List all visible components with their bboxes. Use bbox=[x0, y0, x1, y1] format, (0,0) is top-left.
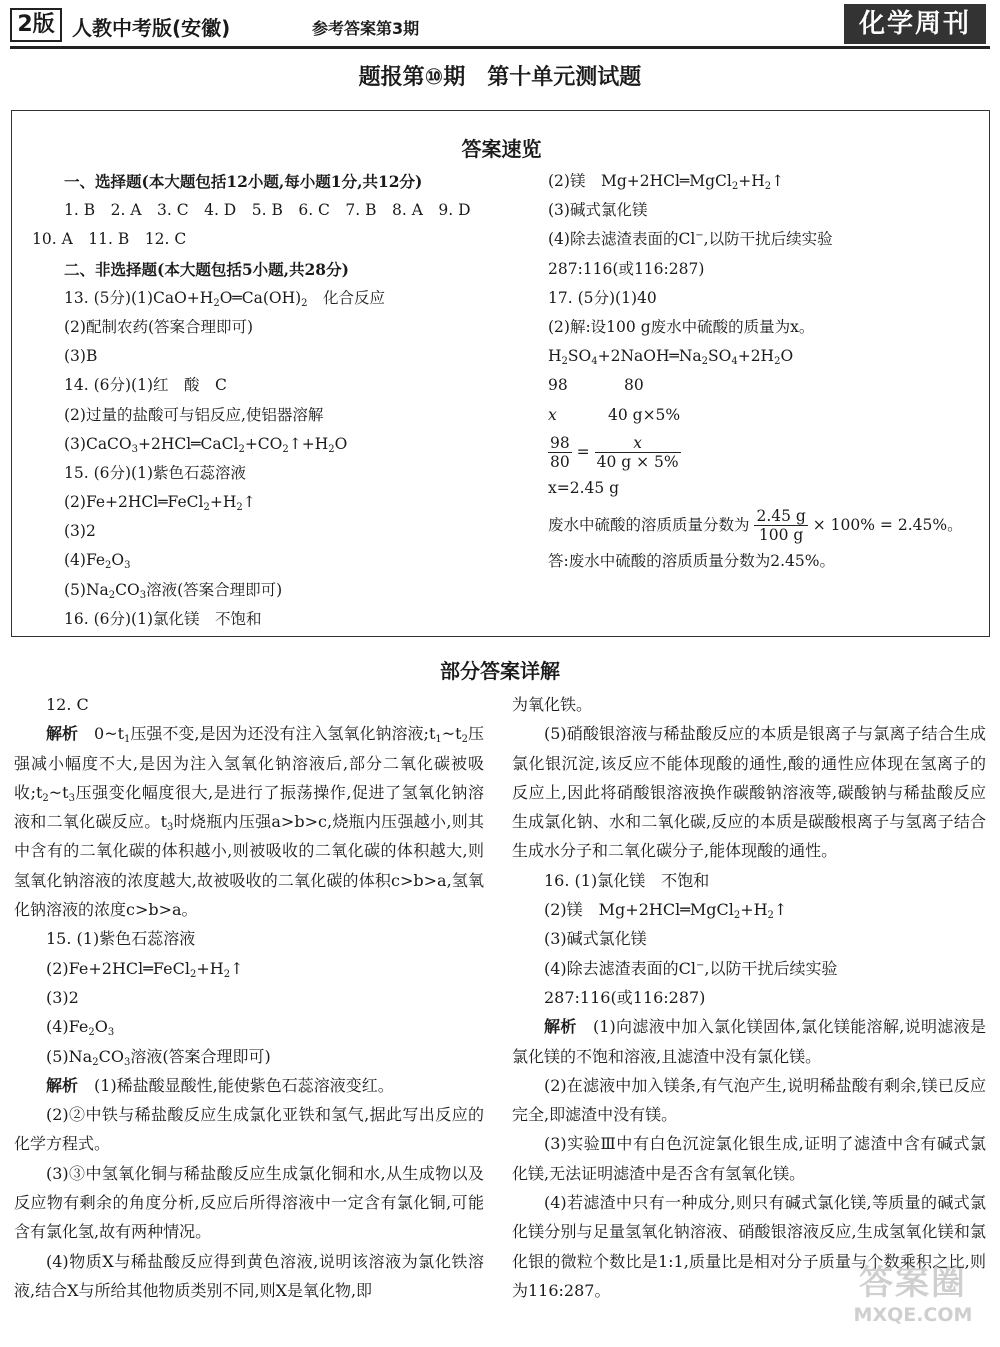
paragraph: 12. C bbox=[46, 695, 89, 714]
paragraph bbox=[14, 1012, 484, 1041]
subscript: 2 bbox=[42, 792, 49, 804]
answer-line bbox=[548, 167, 978, 196]
paragraph: (2)在滤液中加入镁条,有气泡产生,说明稀盐酸有剩余,镁已反应完全,即滤渣中没有镁。 bbox=[512, 1075, 986, 1125]
analysis-label: 解析 bbox=[46, 724, 79, 744]
paragraph-text: ,以防干扰后续实验 bbox=[704, 958, 838, 978]
answer-text: O═Ca(OH) bbox=[219, 288, 302, 307]
answer-line: 287:116(或116:287) bbox=[548, 259, 705, 278]
subscript: 3 bbox=[139, 589, 147, 601]
subscript: 3 bbox=[167, 822, 174, 834]
subscript: 2 bbox=[88, 1027, 95, 1039]
answer-line: 14. (6分)(1)红 酸 C bbox=[64, 376, 227, 395]
subscript: 2 bbox=[701, 356, 708, 368]
page-header bbox=[0, 0, 1000, 50]
paragraph-text: 压强变化幅度很大,是进行了振荡操作,促进了氢氧化钠溶液和二氧化碳反应。t bbox=[14, 782, 484, 832]
paragraph bbox=[14, 1042, 484, 1071]
answer-line: 16. (6分)(1)氯化镁 不饱和 bbox=[64, 609, 262, 628]
answer-line bbox=[548, 371, 978, 400]
answer-text: (5)Na bbox=[64, 580, 109, 599]
section-title: 部分答案详解 bbox=[440, 659, 560, 683]
paragraph: 为氧化铁。 bbox=[512, 695, 593, 714]
subscript: 2 bbox=[461, 734, 468, 746]
answer-line: (3)碱式氯化镁 bbox=[548, 201, 648, 220]
answer-line bbox=[548, 401, 978, 430]
subscript: 2 bbox=[767, 910, 774, 922]
mass-fraction-line bbox=[548, 503, 978, 547]
subscript: 2 bbox=[238, 443, 245, 455]
subscript: 3 bbox=[68, 792, 75, 804]
brand-logo: 化学周刊 bbox=[844, 4, 986, 44]
subscript: 2 bbox=[733, 910, 741, 922]
answer-line: 1. B 2. A 3. C 4. D 5. B 6. C 7. B 8. A 9. D bbox=[64, 201, 471, 220]
paragraph-text: 时烧瓶内压强a>b>c,烧瓶内压强越小,则其中含有的二氧化碳的体积越小,则被吸收的二氧化碳的体积越大,则氢氧化钠溶液的浓度越大,故被吸收的二氧化碳的体积c>b>a,氢氧化钠溶液的浓度c>b>a。 bbox=[14, 812, 484, 920]
answer-overview-box bbox=[11, 110, 990, 637]
answer-line: (3)2 bbox=[64, 522, 96, 541]
answer-text: (3)CaCO bbox=[64, 434, 132, 453]
analysis-label: 解析 bbox=[46, 1075, 79, 1095]
answer-line bbox=[32, 488, 512, 517]
paragraph-text: ↑ bbox=[230, 958, 244, 978]
paragraph: (4)若滤渣中只有一种成分,则只有碱式氯化镁,等质量的碱式氯化镁分别与足量氢氧化钠溶液、硝酸银溶液反应,生成氢氧化镁和氯化银的微粒个数比是1:1,质量比是相对分子质量与个数乘积之比,则为116:287。 bbox=[512, 1193, 986, 1300]
answer-text: +CO bbox=[244, 434, 283, 453]
subscript: 1 bbox=[435, 734, 442, 746]
subscript: 2 bbox=[774, 356, 781, 368]
subscript: 3 bbox=[124, 560, 131, 572]
answer-text: 80 bbox=[624, 376, 644, 395]
answer-text: ,以防干扰后续实验 bbox=[703, 230, 833, 249]
subscript: 4 bbox=[591, 356, 598, 368]
answer-text: 一、选择题(本大题包括12小题,每小题1分,共12分) bbox=[64, 172, 423, 191]
denominator: 80 bbox=[550, 453, 570, 472]
paragraph: (3)2 bbox=[46, 987, 79, 1007]
paragraph bbox=[512, 895, 986, 924]
paragraph: (3)碱式氯化镁 bbox=[544, 929, 647, 949]
answer-line: (3)B bbox=[64, 347, 98, 366]
answer-text: 化合反应 bbox=[307, 288, 386, 307]
paragraph-text: ↑ bbox=[773, 900, 788, 920]
answer-line: (2)解:设100 g废水中硫酸的质量为x。 bbox=[548, 317, 815, 336]
paragraph-text: CO bbox=[98, 1046, 124, 1066]
answer-line: (2)配制农药(答案合理即可) bbox=[64, 317, 254, 336]
paragraph bbox=[512, 954, 986, 983]
paragraph-text: (2)Fe+2HCl═FeCl bbox=[46, 958, 190, 978]
numerator: 98 bbox=[550, 434, 570, 453]
answer-text: O bbox=[780, 347, 794, 366]
answer-text: SO bbox=[708, 347, 732, 366]
answer-line bbox=[32, 284, 512, 313]
denominator: 40 g × 5% bbox=[596, 453, 679, 472]
paragraph: 16. (1)氯化镁 不饱和 bbox=[544, 870, 710, 890]
paragraph bbox=[14, 1071, 484, 1100]
answer-text: O bbox=[334, 434, 348, 453]
answer-text: (2)镁 Mg+2HCl═MgCl bbox=[548, 172, 732, 190]
subscript: 2 bbox=[731, 181, 739, 192]
paragraph: (3)实验Ⅲ中有白色沉淀氯化银生成,证明了滤渣中含有碱式氯化镁,无法证明滤渣中是否含有氢氧化镁。 bbox=[512, 1134, 986, 1183]
subscript: 2 bbox=[213, 297, 220, 309]
answer-line bbox=[32, 546, 512, 575]
answer-line bbox=[32, 576, 512, 605]
paragraph bbox=[14, 719, 484, 924]
page-title: 题报第⑩期 第十单元测试题 bbox=[358, 65, 642, 90]
answer-text: ↑ bbox=[242, 493, 256, 512]
paragraph-text: +H bbox=[196, 958, 224, 978]
subscript: 4 bbox=[731, 356, 738, 368]
subscript: 2 bbox=[301, 297, 308, 309]
detail-left-column bbox=[14, 690, 484, 1305]
paragraph-text: 压强减小幅度不大,是因为注入氢氧化钠溶液后,部分二氧化碳被吸收;t bbox=[14, 724, 484, 802]
numerator: x bbox=[595, 434, 681, 453]
denominator: 100 g bbox=[758, 526, 804, 545]
answer-text: × 100% = 2.45%。 bbox=[812, 515, 963, 534]
answer-line bbox=[32, 430, 512, 459]
answer-text: 13. (5分)(1)CaO+H bbox=[64, 288, 214, 307]
answer-text: SO bbox=[567, 347, 592, 366]
subscript: 2 bbox=[105, 560, 112, 572]
answer-text: ↑+H bbox=[288, 434, 329, 453]
answer-overview-left-column bbox=[32, 167, 512, 634]
header-divider bbox=[10, 46, 990, 49]
answer-text: +H bbox=[209, 493, 237, 512]
paragraph: 15. (1)紫色石蕊溶液 bbox=[46, 929, 196, 949]
subscript: 3 bbox=[107, 1027, 115, 1039]
answer-text: 溶液(答案合理即可) bbox=[146, 580, 283, 599]
answer-line bbox=[548, 342, 978, 371]
answer-text: +2NaOH═Na bbox=[597, 347, 702, 366]
watermark-logo-text: 答案圈 bbox=[859, 1263, 967, 1303]
answer-text: x bbox=[548, 405, 557, 424]
paragraph-text: 溶液(答案合理即可) bbox=[130, 1046, 271, 1066]
answer-line: 15. (6分)(1)紫色石蕊溶液 bbox=[64, 463, 246, 482]
paragraph: (4)物质X与稀盐酸反应得到黄色溶液,说明该溶液为氯化铁溶液,结合X与所给其他物质类别不同,则X是氧化物,即 bbox=[14, 1251, 484, 1300]
paragraph-text: (2)镁 Mg+2HCl═MgCl bbox=[544, 900, 734, 920]
subscript: 2 bbox=[223, 968, 231, 980]
answer-line bbox=[548, 225, 978, 254]
answer-text: (2)Fe+2HCl═FeCl bbox=[64, 493, 204, 512]
subscript: 2 bbox=[561, 356, 568, 368]
paragraph: (2)②中铁与稀盐酸反应生成氯化亚铁和氢气,据此写出反应的化学方程式。 bbox=[14, 1105, 484, 1154]
paragraph-text: (1)向滤液中加入氯化镁固体,氯化镁能溶解,说明滤液是氯化镁的不饱和溶液,且滤渣中没有氯化镁。 bbox=[512, 1017, 986, 1066]
subscript: 2 bbox=[236, 502, 243, 514]
answer-overview-right-column bbox=[548, 167, 978, 576]
answer-line bbox=[32, 255, 512, 284]
subscript: 3 bbox=[131, 443, 138, 455]
answer-line: 17. (5分)(1)40 bbox=[548, 288, 657, 307]
answer-text: +2HCl═CaCl bbox=[138, 434, 239, 453]
issue-label: 参考答案第3期 bbox=[312, 19, 420, 38]
subscript: 2 bbox=[328, 443, 335, 455]
answer-line bbox=[32, 167, 512, 196]
paragraph-text: (4)除去滤渣表面的Cl bbox=[544, 958, 697, 978]
answer-text: 二、非选择题(本大题包括5小题,共28分) bbox=[64, 259, 349, 279]
answer-line: 10. A 11. B 12. C bbox=[32, 230, 187, 249]
answer-text: 废水中硫酸的溶质质量分数为 bbox=[548, 515, 750, 534]
paragraph: (3)③中氢氧化铜与稀盐酸反应生成氯化铜和水,从生成物以及反应物有剩余的角度分析,反应后所得溶液中一定含有氯化铜,可能含有氯化氢,故有两种情况。 bbox=[14, 1163, 484, 1242]
answer-text: H bbox=[548, 347, 562, 366]
edition-badge: 2版 bbox=[10, 8, 62, 42]
paragraph-text: ~t bbox=[441, 724, 462, 744]
watermark-site-text: MXQE.COM bbox=[853, 1304, 973, 1326]
analysis-label: 解析 bbox=[544, 1017, 577, 1037]
paragraph: 287:116(或116:287) bbox=[544, 987, 706, 1007]
numerator: 2.45 g bbox=[756, 507, 806, 526]
subscript: 3 bbox=[123, 1056, 131, 1068]
answer-text: +2H bbox=[737, 347, 775, 366]
answer-line: x=2.45 g bbox=[548, 478, 620, 497]
paragraph-text: (1)稀盐酸显酸性,能使紫色石蕊溶液变红。 bbox=[78, 1075, 394, 1095]
equals-sign: = bbox=[576, 442, 590, 461]
paragraph-text: 0~t bbox=[78, 724, 125, 744]
answer-text: 98 bbox=[548, 376, 568, 395]
answer-text: 40 g×5% bbox=[608, 405, 681, 424]
fraction bbox=[548, 434, 572, 471]
paragraph-text: (5)Na bbox=[46, 1046, 93, 1066]
paragraph bbox=[512, 1012, 986, 1071]
fraction bbox=[754, 507, 807, 544]
answer-line: (2)过量的盐酸可与铝反应,使铝器溶解 bbox=[64, 405, 324, 424]
paragraph-text: +H bbox=[740, 900, 768, 920]
answer-line: 答:废水中硫酸的溶质质量分数为2.45%。 bbox=[548, 551, 835, 570]
subscript: 2 bbox=[764, 181, 772, 192]
subscript: 1 bbox=[124, 734, 131, 746]
answer-text: (4)除去滤渣表面的Cl bbox=[548, 230, 696, 249]
superscript: − bbox=[696, 959, 705, 971]
proportion-equation bbox=[548, 430, 978, 474]
paragraph: (5)硝酸银溶液与稀盐酸反应的本质是银离子与氯离子结合生成氯化银沉淀,该反应不能体现酸的通性,酸的通性应体现在氢离子的反应上,因此将硝酸银溶液换作碳酸钠溶液等,碳酸钠与稀盐酸反应生成氯化钠、水和二氧化碳,反应的本质是碳酸根离子与氢离子结合生成水分子和二氧化碳分子,能体现酸的通性。 bbox=[512, 724, 986, 861]
answer-text: +H bbox=[738, 172, 765, 190]
superscript: − bbox=[695, 230, 704, 242]
paragraph-text: O bbox=[94, 1017, 108, 1037]
paragraph bbox=[14, 954, 484, 983]
paragraph-text: ~t bbox=[48, 782, 69, 802]
answer-overview-title: 答案速览 bbox=[461, 137, 542, 161]
answer-text: CO bbox=[115, 580, 140, 599]
fraction bbox=[595, 434, 681, 471]
answer-text: (4)Fe bbox=[64, 551, 106, 570]
paragraph-text: (4)Fe bbox=[46, 1017, 89, 1037]
detail-right-column bbox=[512, 690, 986, 1305]
subscript: 2 bbox=[189, 968, 197, 980]
answer-text: ↑ bbox=[771, 172, 785, 190]
subscript: 2 bbox=[108, 589, 116, 601]
subscript: 2 bbox=[92, 1056, 99, 1068]
subscript: 2 bbox=[282, 443, 289, 455]
subscript: 2 bbox=[203, 502, 210, 514]
answer-text: O bbox=[111, 551, 125, 570]
watermark-logo bbox=[838, 1255, 988, 1339]
publication-title: 人教中考版(安徽) bbox=[72, 16, 231, 40]
paragraph-text: 压强不变,是因为还没有注入氢氧化钠溶液;t bbox=[130, 724, 436, 744]
